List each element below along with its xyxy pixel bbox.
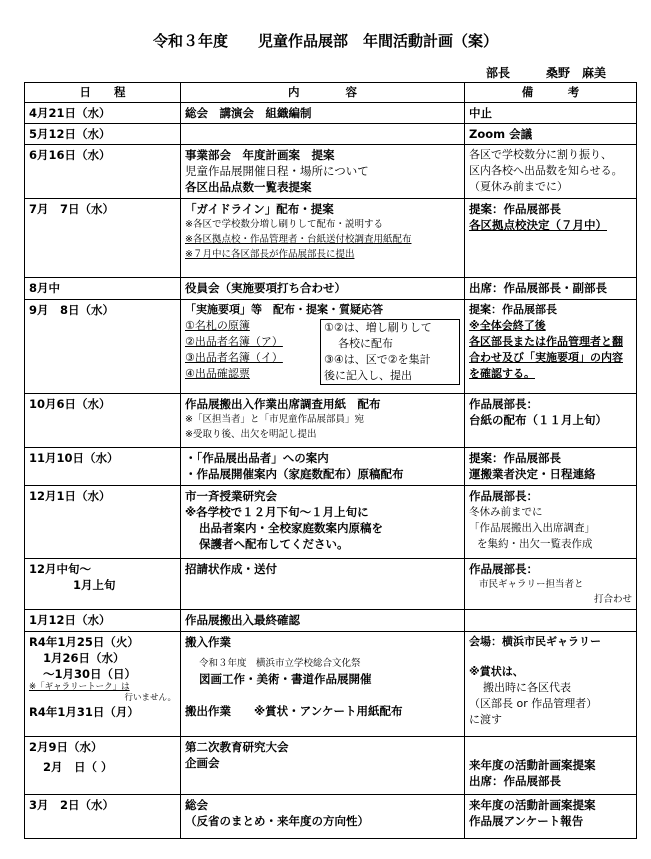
row-date: 6月16日（水） [25, 145, 181, 199]
row-content [181, 124, 465, 145]
row-date: 5月12日（水） [25, 124, 181, 145]
row-content: 招請状作成・送付 [181, 559, 465, 610]
row-date: 7月 7日（水） [25, 199, 181, 278]
table-row [25, 486, 637, 559]
row-date: 2月9日（水） 2月 日（ ） [25, 737, 181, 795]
row-date: R4年1月25日（火） 1月26日（水） 〜1月30日（日） ※「ギャラリートーク」は 行いません。 R4年1月31日（月） [25, 632, 181, 737]
row-notes: 会場：横浜市民ギャラリー ※賞状は、 搬出時に各区代表 （区部長 or 作品管理者） に渡す [465, 632, 637, 737]
row-date: 12月1日（水） [25, 486, 181, 559]
row-date: 3月 2日（水） [25, 795, 181, 839]
table-row [25, 394, 637, 448]
table-row [25, 124, 637, 145]
table-row [25, 737, 637, 795]
table-row [25, 300, 637, 394]
table-row [25, 278, 637, 300]
row-notes [465, 610, 637, 632]
row-notes: 提案：作品展部長 ※全体会終了後 各区部長または作品管理者と翻合わせ及び「実施要項」の内容を確認する。 [465, 300, 637, 394]
row-content: 役員会（実施要項打ち合わせ） [181, 278, 465, 300]
row-notes: 各区で学校数分に割り振り、 区内各校へ出品数を知らせる。（夏休み前までに） [465, 145, 637, 199]
row-notes: 来年度の活動計画案提案 出席：作品展部長 [465, 737, 637, 795]
row-content: ・「作品展出品者」への案内 ・作品展開催案内（家庭数配布）原稿配布 [181, 448, 465, 486]
row-notes: 提案：作品展部長 各区拠点校決定（７月中） [465, 199, 637, 278]
row-notes: 提案：作品展部長 運搬業者決定・日程連絡 [465, 448, 637, 486]
row-date: 9月 8日（水） [25, 300, 181, 394]
row-date: 1月12日（水） [25, 610, 181, 632]
row-content: 「実施要項」等 配布・提案・質疑応答 ①名札の原簿 ②出品者名簿（ア） ③出品者名簿（イ） ④出品確認票 ①②は、増し刷りして 各校に配布 ③④は、区で②を集計 後に記入し、提出 [181, 300, 465, 394]
header-row [25, 83, 637, 103]
row-content: 搬入作業 令和３年度 横浜市立学校総合文化祭 図画工作・美術・書道作品展開催 搬出作業 ※賞状・アンケート用紙配布 [181, 632, 465, 737]
row-date: 8月中 [25, 278, 181, 300]
row-date: 11月10日（水） [25, 448, 181, 486]
table-row [25, 145, 637, 199]
row-notes: 作品展部長： 市民ギャラリー担当者と 打合わせ [465, 559, 637, 610]
header-notes: 備 考 [465, 83, 637, 103]
row-notes: Zoom 会議 [465, 124, 637, 145]
row-content: 総会 （反省のまとめ・来年度の方向性） [181, 795, 465, 839]
schedule-table [24, 82, 637, 839]
header-content: 内 容 [181, 83, 465, 103]
table-row [25, 795, 637, 839]
row-notes: 作品展部長： 台紙の配布（１１月上旬） [465, 394, 637, 448]
row-content: 事業部会 年度計画案 提案 児童作品展開催日程・場所について 各区出品点数一覧表提案 [181, 145, 465, 199]
row-notes: 中止 [465, 103, 637, 124]
table-row [25, 632, 637, 737]
row-content: 市一斉授業研究会 ※各学校で１２月下旬〜１月上旬に 出品者案内・全校家庭数案内原稿を 保護者へ配布してください。 [181, 486, 465, 559]
table-row [25, 448, 637, 486]
row-content: 総会 講演会 組織編制 [181, 103, 465, 124]
row-notes: 作品展部長： 冬休み前までに 「作品展搬出入出席調査」 を集約・出欠一覧表作成 [465, 486, 637, 559]
author-line: 部長 桑野 麻美 [486, 66, 607, 80]
header-date: 日 程 [25, 83, 181, 103]
row-content: 作品展搬出入最終確認 [181, 610, 465, 632]
page-title: 令和３年度 児童作品展部 年間活動計画（案） [152, 32, 498, 50]
row-content: 第二次教育研究大会 企画会 [181, 737, 465, 795]
row-content: 作品展搬出入作業出席調査用紙 配布 ※「区担当者」と「市児童作品展部員」宛 ※受取り後、出欠を明記し提出 [181, 394, 465, 448]
row-date: 12月中旬〜 1月上旬 [25, 559, 181, 610]
table-row [25, 559, 637, 610]
row-date: 4月21日（水） [25, 103, 181, 124]
row-date: 10月6日（水） [25, 394, 181, 448]
table-row [25, 610, 637, 632]
row-content: 「ガイドライン」配布・提案 ※各区で学校数分増し刷りして配布・説明する ※各区拠点校・作品管理者・台紙送付校調査用紙配布 ※７月中に各区部長が作品展部長に提出 [181, 199, 465, 278]
table-row [25, 103, 637, 124]
row-notes: 出席：作品展部長・副部長 [465, 278, 637, 300]
row-notes: 来年度の活動計画案提案 作品展アンケート報告 [465, 795, 637, 839]
table-row [25, 199, 637, 278]
